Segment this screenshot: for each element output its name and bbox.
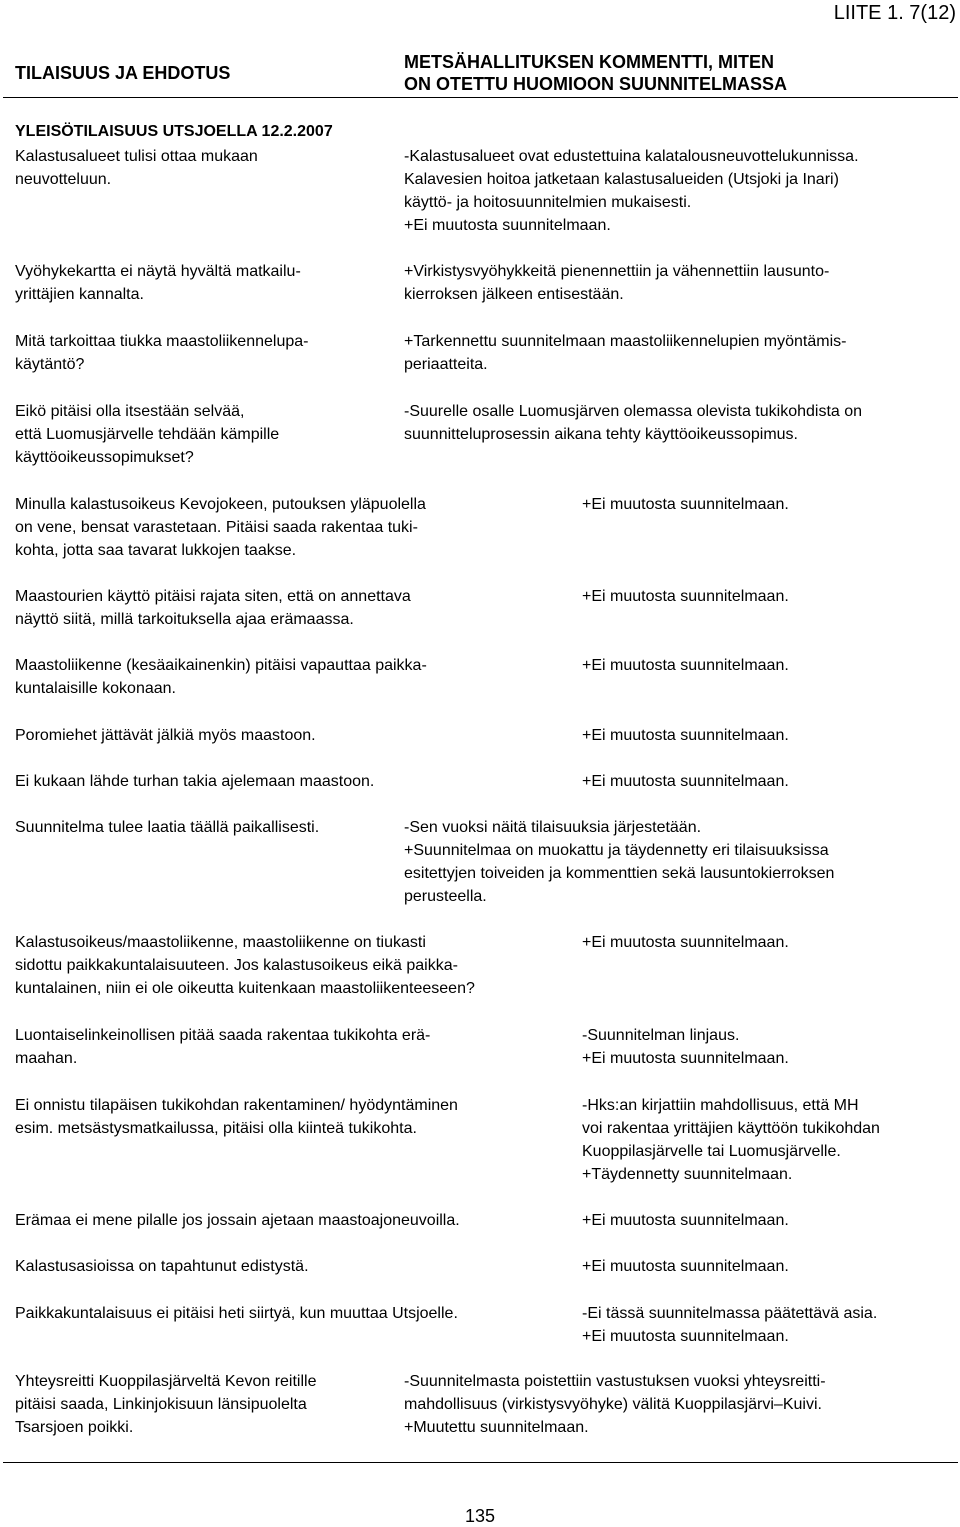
row-right: +Ei muutosta suunnitelmaan.: [582, 934, 789, 951]
row-left: Kalastusalueet tulisi ottaa mukaan neuvotteluun.: [15, 148, 258, 188]
row-left: Paikkakuntalaisuus ei pitäisi heti siirtyä, kun muuttaa Utsjoelle.: [15, 1305, 458, 1322]
header-rule: [3, 97, 958, 98]
row-left: Suunnitelma tulee laatia täällä paikallisesti.: [15, 819, 320, 836]
row-right: -Kalastusalueet ovat edustettuina kalatalousneuvottelukunnissa. Kalavesien hoitoa jatketaan kalastusalueiden (Utsjoki ja Inari) käyttö- ja hoitosuunnitelmien mukaisesti. +Ei muutosta suunnitelmaan.: [404, 148, 859, 234]
row-right: +Ei muutosta suunnitelmaan.: [582, 657, 789, 674]
row-left: Maastoliikenne (kesäaikainenkin) pitäisi vapauttaa paikka- kuntalaisille kokonaan.: [15, 657, 427, 697]
row-left: Minulla kalastusoikeus Kevojokeen, putouksen yläpuolella on vene, bensat varastetaan. Pitäisi saada rakentaa tuki- kohta, jotta saa tavarat lukkojen taakse.: [15, 496, 426, 559]
row-left: Kalastusasioissa on tapahtunut edistystä.: [15, 1258, 309, 1275]
appendix-label: LIITE 1. 7(12): [833, 2, 956, 24]
header-right: METSÄHALLITUKSEN KOMMENTTI, MITEN ON OTETTU HUOMIOON SUUNNITELMASSA: [404, 52, 787, 94]
header-left: TILAISUUS JA EHDOTUS: [15, 63, 231, 83]
row-left: Yhteysreitti Kuoppilasjärveltä Kevon reitille pitäisi saada, Linkinjokisuun länsipuolelta Tsarsjoen poikki.: [15, 1373, 317, 1436]
row-left: Poromiehet jättävät jälkiä myös maastoon.: [15, 727, 316, 744]
row-right: -Suunnitelman linjaus. +Ei muutosta suunnitelmaan.: [582, 1027, 789, 1067]
row-left: Erämaa ei mene pilalle jos jossain ajetaan maastoajoneuvoilla.: [15, 1212, 460, 1229]
footer-rule: [3, 1462, 958, 1463]
row-right: -Ei tässä suunnitelmassa päätettävä asia. +Ei muutosta suunnitelmaan.: [582, 1305, 878, 1345]
event-title: YLEISÖTILAISUUS UTSJOELLA 12.2.2007: [15, 123, 333, 140]
row-left: Ei onnistu tilapäisen tukikohdan rakentaminen/ hyödyntäminen esim. metsästysmatkailussa, pitäisi olla kiinteä tukikohta.: [15, 1097, 458, 1137]
row-right: -Sen vuoksi näitä tilaisuuksia järjestetään. +Suunnitelmaa on muokattu ja täydennetty eri tilaisuuksissa esitettyjen toiveiden ja kommenttien sekä lausuntokierroksen perusteella.: [404, 819, 835, 905]
row-right: -Hks:an kirjattiin mahdollisuus, että MH voi rakentaa yrittäjien käyttöön tukikohdan Kuoppilasjärvelle tai Luomusjärvelle. +Täydennetty suunnitelmaan.: [582, 1097, 880, 1183]
row-left: Vyöhykekartta ei näytä hyvältä matkailu- yrittäjien kannalta.: [15, 263, 301, 303]
row-left: Luontaiselinkeinollisen pitää saada rakentaa tukikohta erä- maahan.: [15, 1027, 431, 1067]
row-left: Eikö pitäisi olla itsestään selvää, että Luomusjärvelle tehdään kämpille käyttöoikeussopimukset?: [15, 403, 280, 466]
row-right: +Ei muutosta suunnitelmaan.: [582, 1258, 789, 1275]
row-right: -Suurelle osalle Luomusjärven olemassa olevista tukikohdista on suunnitteluprosessin aikana tehty käyttöoikeussopimus.: [404, 403, 863, 443]
page-number: 135: [464, 1506, 496, 1526]
row-right: +Ei muutosta suunnitelmaan.: [582, 727, 789, 744]
row-right: +Ei muutosta suunnitelmaan.: [582, 588, 789, 605]
row-right: +Ei muutosta suunnitelmaan.: [582, 773, 789, 790]
row-right: +Virkistysvyöhykkeitä pienennettiin ja vähennettiin lausunto- kierroksen jälkeen entisestään.: [404, 263, 830, 303]
row-left: Mitä tarkoittaa tiukka maastoliikennelupa- käytäntö?: [15, 333, 309, 373]
row-right: +Tarkennettu suunnitelmaan maastoliikennelupien myöntämis- periaatteita.: [404, 333, 847, 373]
row-right: -Suunnitelmasta poistettiin vastustuksen vuoksi yhteysreitti- mahdollisuus (virkistysvyöhyke) välitä Kuoppilasjärvi–Kuivi. +Muutettu suunnitelmaan.: [404, 1373, 826, 1436]
row-left: Kalastusoikeus/maastoliikenne, maastoliikenne on tiukasti sidottu paikkakuntalaisuuteen. Jos kalastusoikeus eikä paikka- kuntalainen, niin ei ole oikeutta kuitenkaan maastoliikenteeseen?: [15, 934, 475, 997]
row-right: +Ei muutosta suunnitelmaan.: [582, 1212, 789, 1229]
row-right: +Ei muutosta suunnitelmaan.: [582, 496, 789, 513]
row-left: Maastourien käyttö pitäisi rajata siten, että on annettava näyttö siitä, millä tarkoituksella ajaa erämaassa.: [15, 588, 411, 628]
row-left: Ei kukaan lähde turhan takia ajelemaan maastoon.: [15, 773, 375, 790]
